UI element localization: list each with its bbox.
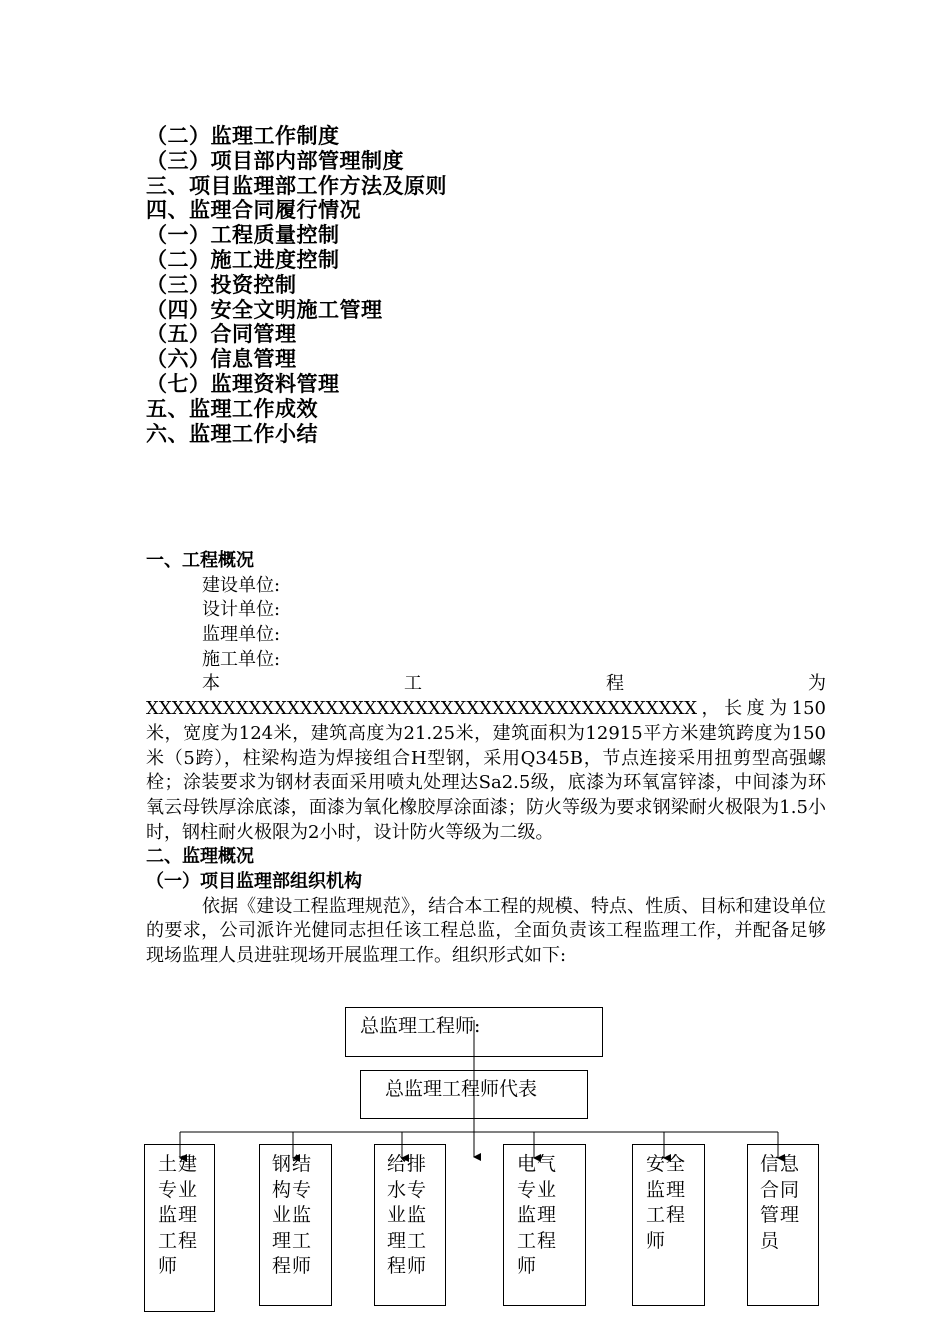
dept-label-plumbing: 给排 水专 业监 理工 程师 [387,1153,428,1277]
subheading-organization: （一）项目监理部组织机构 [146,871,362,893]
field-designer: 设计单位: [202,599,281,621]
toc-line: （一）工程质量控制 [146,223,340,248]
toc-line: 四、监理合同履行情况 [146,198,361,223]
toc-line: （六）信息管理 [146,347,297,372]
dept-label-steel: 钢结 构专 业监 理工 程师 [272,1153,313,1277]
toc-line: （五）合同管理 [146,322,297,347]
field-supervisor: 监理单位: [202,624,281,646]
dept-label-info: 信息 合同 管理 员 [760,1153,801,1252]
toc-line: 六、监理工作小结 [146,421,318,446]
dept-label-civil: 土建 专业 监理 工程 师 [158,1153,199,1277]
dept-label-electrical: 电气 专业 监理 工程 师 [517,1153,558,1277]
section-heading-supervision: 二、监理概况 [146,846,254,868]
toc-line: （三）项目部内部管理制度 [146,148,404,173]
project-description: 本工程为XXXXXXXXXXXXXXXXXXXXXXXXXXXXXXXXXXXXXXXXXXX，长度为150米，宽度为124米，建筑高度为21.25米，建筑面积为12915平方米建筑跨度为150米（5跨），柱梁构造为焊接组合H型钢，采用Q345B，节点连接采用扭剪型高强螺栓；涂装要求为钢材表面采用喷丸处理达Sa2.5级，底漆为环氧富锌漆，中间漆为环氧云母铁厚涂底漆，面漆为氧化橡胶厚涂面漆；防火等级为要求钢梁耐火极限为1.5小时，钢柱耐火极限为2小时，设计防火等级为二级。 [146,673,826,843]
section-heading-overview: 一、工程概况 [146,550,254,571]
toc-line: （四）安全文明施工管理 [146,297,383,322]
deputy-engineer-label: 总监理工程师代表 [385,1078,538,1100]
toc-line: 三、项目监理部工作方法及原则 [146,173,447,198]
chief-engineer-box [345,1007,603,1057]
deputy-engineer-box [360,1070,588,1119]
field-client: 建设单位: [202,574,281,596]
toc-line: 五、监理工作成效 [146,396,318,421]
toc-line: （三）投资控制 [146,272,297,297]
toc-line: （二）施工进度控制 [146,247,340,272]
dept-label-safety: 安全 监理 工程 师 [646,1153,687,1252]
field-contractor: 施工单位: [202,648,281,670]
chief-engineer-label: 总监理工程师: [360,1015,481,1037]
organization-description: 依据《建设工程监理规范》，结合本工程的规模、特点、性质、目标和建设单位的要求，公司派许光健同志担任该工程总监，全面负责该工程监理工作，并配备足够现场监理人员进驻现场开展监理工作。组织形式如下: [146,895,826,967]
toc-line: （二）监理工作制度 [146,124,340,148]
toc-line: （七）监理资料管理 [146,371,340,396]
